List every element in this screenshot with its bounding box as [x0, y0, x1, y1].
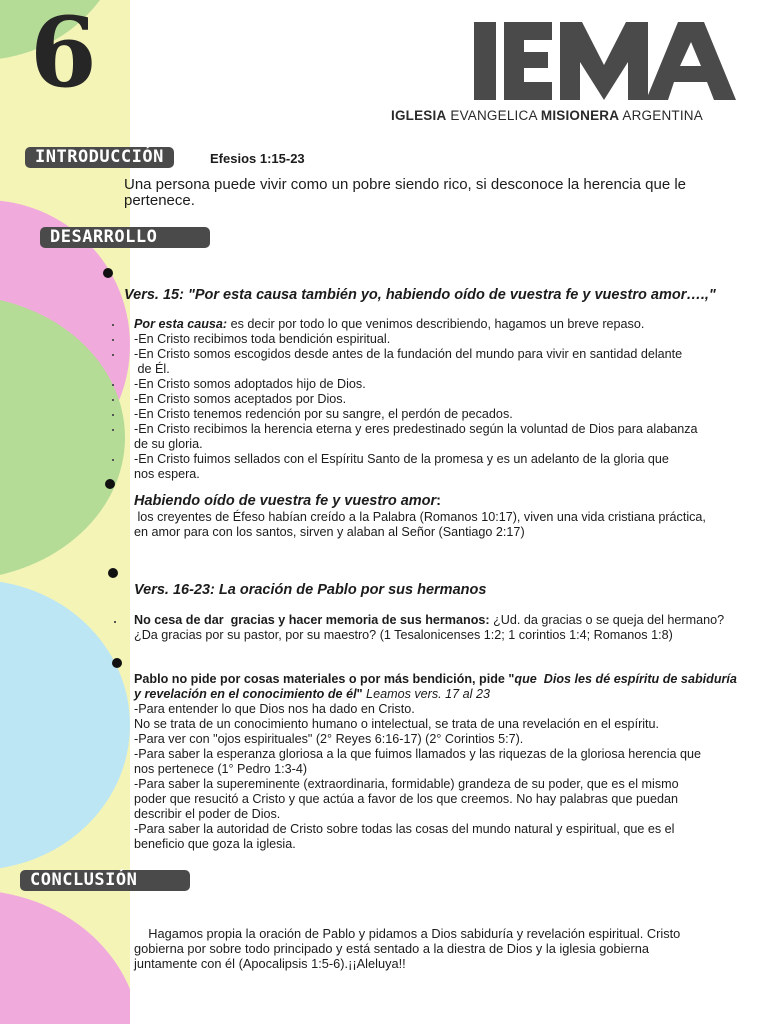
pablo-item: No se trata de un conocimiento humano o intelectual, se trata de una revelación en el espíritu.	[134, 717, 660, 731]
list-item: de su gloria.	[134, 437, 203, 451]
intro-reference: Efesios 1:15-23	[210, 151, 305, 166]
pablo-paragraph	[134, 672, 737, 852]
no-cesa-line1	[134, 613, 724, 628]
desarrollo-heading: DESARROLLO	[40, 227, 210, 248]
conclusion-text	[134, 926, 680, 971]
no-cesa-text: ¿Ud. da gracias o se queja del hermano?	[489, 613, 725, 627]
habiendo-title: Habiendo oído de vuestra fe y vuestro amor	[134, 493, 437, 509]
list-item: -En Cristo fuimos sellados con el Espíritu Santo de la promesa y es un adelanto de la gloria que	[134, 452, 669, 466]
pablo-item: beneficio que goza la iglesia.	[134, 837, 296, 851]
intro-text-line1: Una persona puede vivir como un pobre siendo rico, si desconoce la herencia que le	[124, 176, 687, 193]
intro-text	[124, 177, 686, 209]
pablo-item: -Para ver con "ojos espirituales" (2° Reyes 6:16-17) (2° Corintios 5:7).	[134, 732, 524, 746]
list-item: -En Cristo somos escogidos desde antes de la fundación del mundo para vivir en santidad delante	[134, 347, 683, 361]
pablo-line1	[134, 672, 737, 687]
habiendo-colon: :	[436, 493, 442, 509]
list-item: nos espera.	[134, 467, 200, 481]
small-bullet	[114, 621, 116, 623]
logo-subtitle-evangelica: EVANGELICA	[450, 108, 537, 123]
logo-subtitle-iglesia: IGLESIA	[391, 108, 447, 123]
list-item: de Él.	[134, 362, 170, 376]
conclusion-line1: Hagamos propia la oración de Pablo y pidamos a Dios sabiduría y revelación espiritual. Cristo	[134, 926, 681, 941]
pablo-item: describir el poder de Dios.	[134, 807, 281, 821]
pablo-item: -Para saber la esperanza gloriosa a la que fuimos llamados y las riquezas de la gloriosa herencia que	[134, 747, 702, 761]
small-bullet	[112, 354, 114, 356]
small-bullet	[112, 339, 114, 341]
pablo-reference: Leamos vers. 17 al 23	[362, 687, 490, 701]
pablo-item: poder que resucitó a Cristo y que actúa a favor de los que creemos. No hay palabras que puedan	[134, 792, 678, 806]
verse-15-heading: Vers. 15: "Por esta causa también yo, habiendo oído de vuestra fe y vuestro amor….,"	[124, 287, 716, 303]
por-esta-causa-label: Por esta causa:	[134, 317, 228, 331]
blessings-list	[134, 317, 698, 482]
logo-subtitle	[391, 108, 703, 123]
list-item: -En Cristo recibimos toda bendición espiritual.	[134, 332, 391, 346]
no-cesa-line2: ¿Da gracias por su pastor, por su maestro? (1 Tesalonicenses 1:2; 1 corintios 1:4; Romanos 1:8)	[134, 628, 673, 642]
small-bullet	[112, 429, 114, 431]
bullet-dot	[108, 568, 118, 578]
intro-heading: INTRODUCCIÓN	[25, 147, 174, 168]
pablo-close-quote: "	[356, 687, 363, 701]
list-item: -En Cristo tenemos redención por su sangre, el perdón de pecados.	[134, 407, 513, 421]
bullet-dot	[103, 268, 113, 278]
habiendo-heading	[134, 493, 441, 509]
bullet-dot	[105, 479, 115, 489]
small-bullet	[112, 384, 114, 386]
small-bullet	[112, 414, 114, 416]
pablo-item: -Para saber la supereminente (extraordinaria, formidable) grandeza de su poder, que es el mismo	[134, 777, 679, 791]
habiendo-line1: los creyentes de Éfeso habían creído a la Palabra (Romanos 10:17), viven una vida cristiana práctica,	[134, 510, 706, 524]
pablo-item: -Para saber la autoridad de Cristo sobre todas las cosas del mundo natural y espiritual, que es el	[134, 822, 675, 836]
list-item: -En Cristo somos adoptados hijo de Dios.	[134, 377, 366, 391]
conclusion-line3: juntamente con él (Apocalipsis 1:5-6).¡¡Aleluya!!	[134, 956, 406, 971]
conclusion-line2: gobierna por sobre todo principado y está sentado a la diestra de Dios y la iglesia gobierna	[134, 941, 650, 956]
small-bullet	[112, 459, 114, 461]
conclusion-heading: CONCLUSIÓN	[20, 870, 190, 891]
intro-text-line2: pertenece.	[124, 192, 195, 209]
list-item: -En Cristo recibimos la herencia eterna y eres predestinado según la voluntad de Dios para alabanza	[134, 422, 698, 436]
small-bullet	[112, 399, 114, 401]
pablo-line2	[134, 687, 737, 702]
logo-subtitle-misionera: MISIONERA	[540, 108, 620, 123]
lesson-number: 6	[30, 0, 97, 109]
pablo-quote1: que Dios les dé espíritu de sabiduría	[514, 672, 737, 686]
pablo-item: -Para entender lo que Dios nos ha dado en Cristo.	[134, 702, 415, 716]
habiendo-line2: en amor para con los santos, sirven y alaban al Señor (Santiago 2:17)	[134, 525, 525, 539]
small-bullet	[112, 324, 114, 326]
pablo-bold: Pablo no pide por cosas materiales o por más bendición, pide "	[134, 672, 515, 686]
bullet-dot	[112, 658, 122, 668]
pablo-item: nos pertenece (1° Pedro 1:3-4)	[134, 762, 308, 776]
habiendo-text	[134, 510, 706, 540]
no-cesa-bold: No cesa de dar gracias y hacer memoria de sus hermanos:	[134, 613, 490, 627]
pablo-quote2: y revelación en el conocimiento de él	[134, 687, 357, 701]
logo-subtitle-argentina: ARGENTINA	[622, 108, 703, 123]
no-cesa-paragraph	[134, 613, 724, 643]
por-esta-causa-text: es decir por todo lo que venimos describiendo, hagamos un breve repaso.	[227, 317, 645, 331]
por-esta-causa-line	[134, 317, 698, 332]
verse-16-23-heading: Vers. 16-23: La oración de Pablo por sus hermanos	[134, 582, 487, 598]
list-item: -En Cristo somos aceptados por Dios.	[134, 392, 347, 406]
